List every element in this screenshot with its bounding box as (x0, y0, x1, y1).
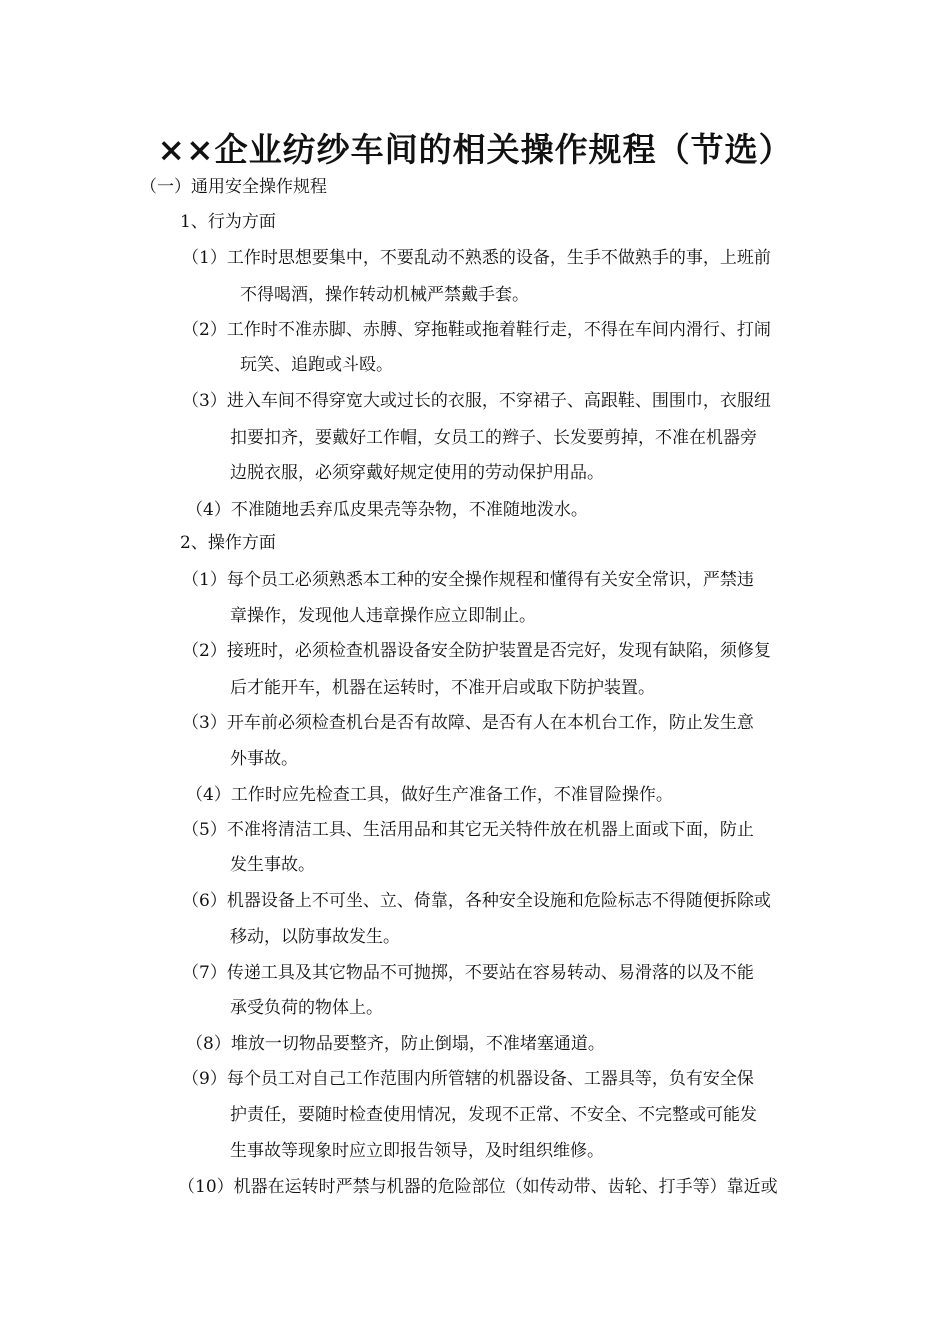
rule-item: （8）堆放一切物品要整齐，防止倒塌，不准堵塞通道。 (186, 1034, 605, 1054)
rule-item-continuation: 章操作，发现他人违章操作应立即制止。 (230, 606, 536, 626)
rule-item: （1）每个员工必须熟悉本工种的安全操作规程和懂得有关安全常识，严禁违 (182, 570, 754, 590)
subsection-heading-operation: 2、操作方面 (180, 533, 276, 553)
rule-item: （4）工作时应先检查工具，做好生产准备工作，不准冒险操作。 (186, 785, 673, 805)
rule-item-continuation: 护责任，要随时检查使用情况，发现不正常、不安全、不完整或可能发 (230, 1105, 757, 1125)
rule-item-continuation: 后才能开车，机器在运转时，不准开启或取下防护装置。 (230, 678, 655, 698)
rule-item-continuation: 移动，以防事故发生。 (230, 927, 400, 947)
rule-item: （5）不准将清洁工具、生活用品和其它无关特件放在机器上面或下面，防止 (182, 820, 754, 840)
rule-item-continuation: 外事故。 (230, 749, 298, 769)
rule-item: （10）机器在运转时严禁与机器的危险部位（如传动带、齿轮、打手等）靠近或 (178, 1177, 778, 1197)
rule-item: （1）工作时思想要集中，不要乱动不熟悉的设备，生手不做熟手的事，上班前 (182, 248, 771, 268)
document-title: ××企业纺纱车间的相关操作规程（节选） (157, 130, 793, 169)
rule-item: （7）传递工具及其它物品不可抛掷，不要站在容易转动、易滑落的以及不能 (182, 963, 754, 983)
rule-item: （3）进入车间不得穿宽大或过长的衣服，不穿裙子、高跟鞋、围围巾，衣服纽 (182, 391, 771, 411)
subsection-heading-behavior: 1、行为方面 (180, 212, 276, 232)
rule-item: （6）机器设备上不可坐、立、倚靠，各种安全设施和危险标志不得随便拆除或 (182, 891, 771, 911)
rule-item-continuation: 生事故等现象时应立即报告领导，及时组织维修。 (230, 1141, 604, 1161)
rule-item-continuation: 玩笑、追跑或斗殴。 (240, 355, 393, 375)
rule-item: （4）不准随地丢弃瓜皮果壳等杂物，不准随地泼水。 (186, 500, 588, 520)
rule-item-continuation: 承受负荷的物体上。 (230, 998, 383, 1018)
rule-item: （2）接班时，必须检查机器设备安全防护装置是否完好，发现有缺陷，须修复 (182, 641, 771, 661)
rule-item: （9）每个员工对自己工作范围内所管辖的机器设备、工器具等，负有安全保 (182, 1069, 754, 1089)
rule-item: （3）开车前必须检查机台是否有故障、是否有人在本机台工作，防止发生意 (182, 713, 754, 733)
rule-item-continuation: 扣要扣齐，要戴好工作帽，女员工的辫子、长发要剪掉，不准在机器旁 (230, 428, 757, 448)
section-heading: （一）通用安全操作规程 (140, 177, 327, 197)
rule-item-continuation: 不得喝酒，操作转动机械严禁戴手套。 (240, 285, 529, 305)
rule-item-continuation: 边脱衣服，必须穿戴好规定使用的劳动保护用品。 (230, 463, 604, 483)
rule-item: （2）工作时不准赤脚、赤膊、穿拖鞋或拖着鞋行走，不得在车间内滑行、打闹 (182, 320, 771, 340)
rule-item-continuation: 发生事故。 (230, 855, 315, 875)
